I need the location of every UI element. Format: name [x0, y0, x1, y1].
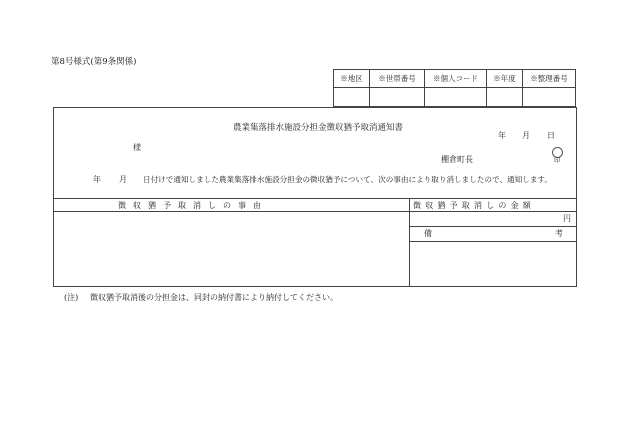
- code-label-district: ※地区: [334, 70, 369, 88]
- yen-unit: 円: [563, 214, 571, 223]
- code-label-personal: ※個人コード: [425, 70, 486, 88]
- code-label-ref: ※整理番号: [523, 70, 575, 88]
- code-label-year: ※年度: [487, 70, 522, 88]
- amount-header: 徴収猶予取消しの金額: [413, 201, 535, 210]
- code-cell-district: [334, 70, 370, 106]
- reason-header: 徴収猶予取消しの事由: [118, 201, 268, 210]
- code-cell-year: [487, 70, 523, 106]
- code-cell-household: [370, 70, 425, 106]
- remarks-label-2: 考: [555, 229, 563, 238]
- form-number: 第8号様式(第9条関係): [51, 57, 137, 67]
- body-month: 月: [119, 175, 127, 184]
- notice-title: 農業集落排水施設分担金徴収猶予取消通知書: [233, 123, 404, 133]
- code-cell-personal: [425, 70, 487, 106]
- remarks-label-1: 備: [424, 229, 432, 238]
- code-table: [333, 69, 576, 107]
- addressee-suffix: 様: [133, 143, 141, 152]
- footnote-text: 徴収猶予取消後の分担金は、同封の納付書により納付してください。: [90, 293, 338, 302]
- footnote-marker: (注): [64, 293, 79, 302]
- body-text: 日付けで通知しました農業集落排水施設分担金の徴収猶予について、次の事由により取り消しましたので、通知します。: [143, 175, 552, 184]
- date-year: 年: [498, 131, 506, 140]
- body-year: 年: [93, 175, 101, 184]
- issuer: 棚倉町長: [441, 155, 473, 164]
- code-cell-ref: [523, 70, 575, 106]
- remarks-line: [409, 241, 577, 242]
- table-header-line: [53, 211, 577, 212]
- table-top-line: [53, 198, 577, 199]
- table-divider: [409, 198, 410, 287]
- date-month: 月: [522, 131, 530, 140]
- date-day: 日: [547, 131, 555, 140]
- seal-mark: 印: [554, 156, 561, 164]
- amount-line: [409, 226, 577, 227]
- code-label-household: ※世帯番号: [370, 70, 424, 88]
